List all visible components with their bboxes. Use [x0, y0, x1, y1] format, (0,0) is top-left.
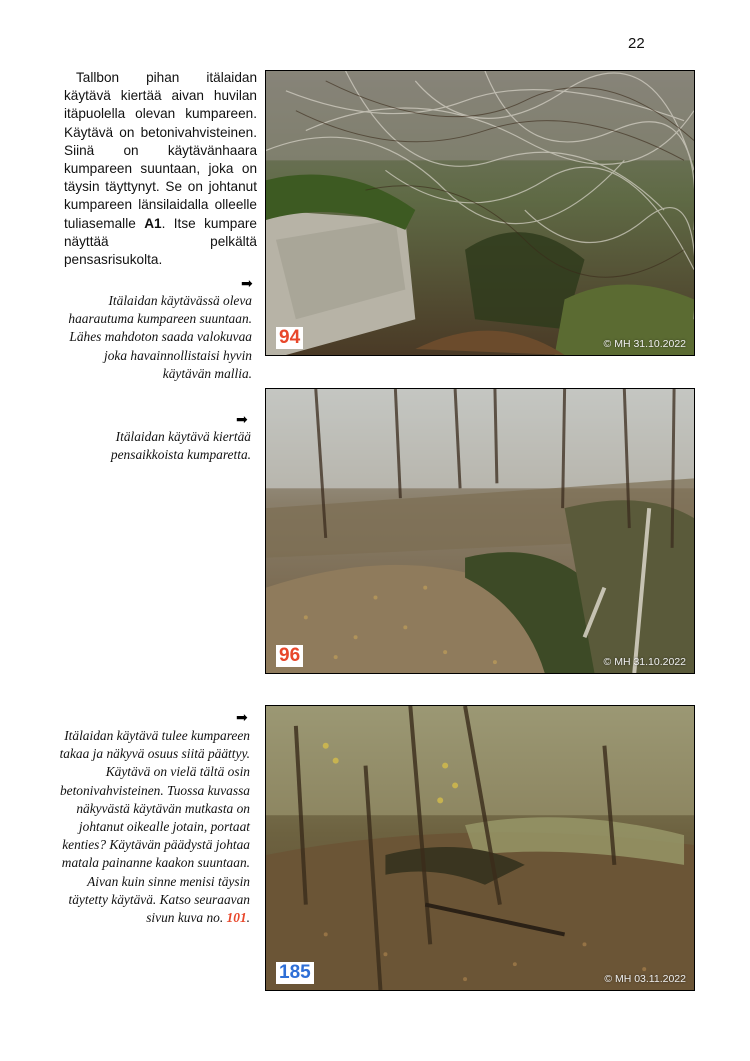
photo-credit: © MH 03.11.2022: [604, 973, 686, 985]
caption-photo-94: Itälaidan käytävässä oleva haarautuma kumpareen suuntaan. Lähes mahdoton saada valokuvaa joka havainnollistaisi hyvin käytävän mallia.: [68, 293, 252, 381]
caption-185-text: Itälaidan käytävä tulee kumpareen takaa ja näkyvä osuus siitä päättyy. Käytävä on vielä tältä osin betonivahvisteinen. Tuossa kuvassa näkyvästä käytävän mutkasta on johtanut oikealle jotain, portaat kenties? Käytävän päädystä johtaa matala painanne kaakon suuntaan. Aivan kuin sinne menisi täysin täytetty käytävä. Katso seuraavan sivun kuva no.: [59, 728, 250, 926]
photo-94-image: [266, 71, 694, 355]
photo-number-badge: 94: [276, 327, 303, 349]
photo-number-badge: 96: [276, 645, 303, 667]
intro-bold-ref: A1: [144, 215, 162, 231]
photo-credit: © MH 31.10.2022: [603, 338, 686, 350]
caption-photo-96: Itälaidan käytävä kiertää pensaikkoista kumparetta.: [110, 429, 251, 463]
caption-185-ref: 101: [226, 910, 247, 926]
photo-credit: © MH 31.10.2022: [603, 656, 686, 668]
caption-185-end: .: [246, 910, 250, 926]
intro-tail: . Itse kumpare näyttää pelkältä pensasrisukolta.: [64, 215, 257, 268]
page-number: 22: [628, 35, 645, 52]
photo-185-image: [266, 706, 694, 990]
photo-96: [265, 388, 695, 674]
intro-lead: Tallbon pihan itälaidan käytävä kiertää aivan huvilan itäpuolella olevan kumpareen. Käytävä on betonivahvisteinen. Siinä on käytävänhaara kumpareen suuntaan, joka on täysin täyttynyt. Se on johtanut kumpareen länsilaidalla olleelle tuliasemalle: [64, 70, 257, 231]
photo-number-badge: 185: [276, 962, 314, 984]
photo-96-image: [266, 389, 694, 673]
caption-photo-185: [56, 727, 250, 927]
photo-185: [265, 705, 695, 991]
arrow-right-icon: ➡: [236, 710, 248, 726]
arrow-right-icon: ➡: [236, 412, 248, 428]
arrow-right-icon: ➡: [241, 276, 253, 292]
photo-94: [265, 70, 695, 356]
intro-paragraph: [64, 69, 257, 269]
